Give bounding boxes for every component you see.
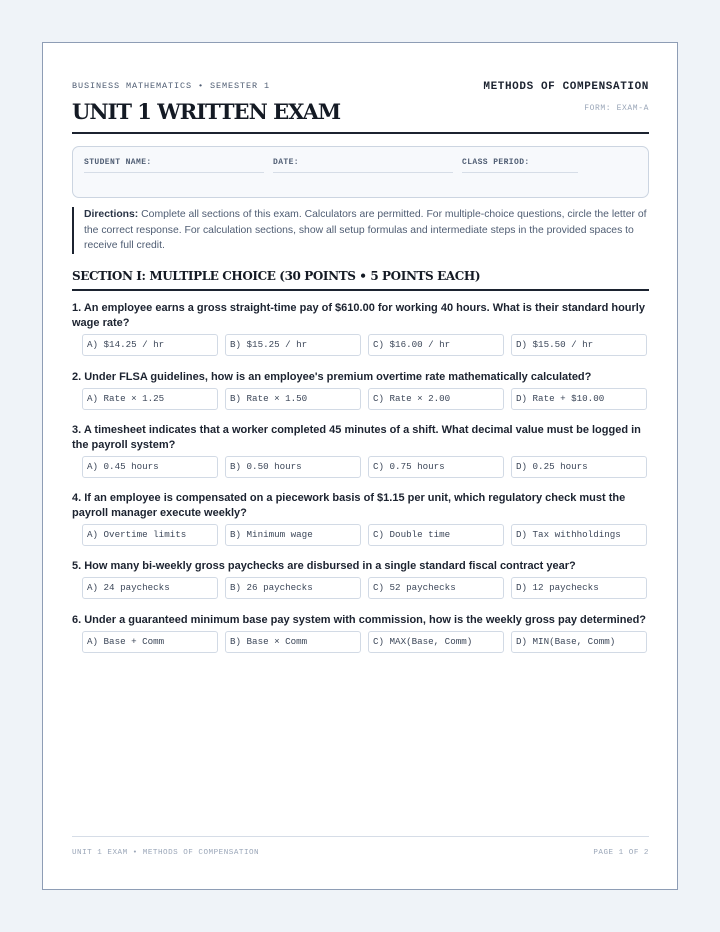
option-b[interactable]: B) Rate × 1.50: [225, 388, 361, 410]
option-b[interactable]: B) Base × Comm: [225, 631, 361, 653]
date-field: [273, 158, 299, 167]
option-a[interactable]: A) Base + Comm: [82, 631, 218, 653]
class-period-field: [462, 158, 530, 167]
question-1: [72, 301, 649, 350]
option-a[interactable]: A) 0.45 hours: [82, 456, 218, 478]
directions-lead: Directions:: [84, 209, 139, 220]
question-4: [72, 491, 649, 540]
question-text: 4. If an employee is compensated on a piecework basis of $1.15 per unit, which regulatory check must the payroll manager execute weekly?: [72, 492, 626, 519]
option-c[interactable]: C) 52 paychecks: [368, 577, 504, 599]
course-kicker: BUSINESS MATHEMATICS • SEMESTER 1: [72, 81, 271, 91]
directions-block: [72, 207, 649, 254]
question-text: 1. An employee earns a gross straight-time pay of $610.00 for working 40 hours. What is their standard hourly wage rate?: [72, 302, 645, 329]
option-a[interactable]: A) 24 paychecks: [82, 577, 218, 599]
section-title: SECTION I: MULTIPLE CHOICE (30 POINTS • 5 POINTS EACH): [72, 269, 481, 283]
options-row: [82, 334, 649, 356]
question-text: 3. A timesheet indicates that a worker completed 45 minutes of a shift. What decimal value must be logged in the payroll system?: [72, 424, 641, 451]
option-c[interactable]: C) MAX(Base, Comm): [368, 631, 504, 653]
question-text: 5. How many bi-weekly gross paychecks are disbursed in a single standard fiscal contract year?: [72, 560, 576, 572]
exam-title: UNIT 1 WRITTEN EXAM: [72, 99, 341, 124]
option-b[interactable]: B) 0.50 hours: [225, 456, 361, 478]
footer-rule: [72, 836, 649, 837]
option-d[interactable]: D) MIN(Base, Comm): [511, 631, 647, 653]
student-name-line[interactable]: [84, 172, 264, 173]
question-6: [72, 613, 649, 647]
student-info-box: [72, 146, 649, 198]
page-number: PAGE 1 OF 2: [593, 849, 649, 857]
student-name-field: [84, 158, 152, 167]
options-row: [82, 524, 649, 546]
exam-page: [42, 42, 678, 890]
option-d[interactable]: D) Tax withholdings: [511, 524, 647, 546]
option-d[interactable]: D) $15.50 / hr: [511, 334, 647, 356]
question-2: [72, 370, 649, 404]
option-d[interactable]: D) Rate + $10.00: [511, 388, 647, 410]
student-name-label: STUDENT NAME:: [84, 158, 152, 167]
class-period-line[interactable]: [462, 172, 578, 173]
directions-text: Complete all sections of this exam. Calculators are permitted. For multiple-choice questions, circle the letter of the correct response. For calculation sections, show all setup formulas and intermediate steps in the provided spaces to receive full credit.: [84, 209, 647, 251]
option-c[interactable]: C) $16.00 / hr: [368, 334, 504, 356]
class-period-label: CLASS PERIOD:: [462, 158, 530, 167]
option-b[interactable]: B) 26 paychecks: [225, 577, 361, 599]
options-row: [82, 456, 649, 478]
date-line[interactable]: [273, 172, 453, 173]
option-a[interactable]: A) $14.25 / hr: [82, 334, 218, 356]
form-code: FORM: EXAM-A: [584, 104, 649, 113]
section-rule: [72, 289, 649, 291]
options-row: [82, 388, 649, 410]
options-row: [82, 577, 649, 599]
option-a[interactable]: A) Rate × 1.25: [82, 388, 218, 410]
date-label: DATE:: [273, 158, 300, 167]
header-rule: [72, 132, 649, 134]
option-a[interactable]: A) Overtime limits: [82, 524, 218, 546]
question-text: 6. Under a guaranteed minimum base pay system with commission, how is the weekly gross pay determined?: [72, 614, 647, 626]
option-c[interactable]: C) 0.75 hours: [368, 456, 504, 478]
option-d[interactable]: D) 12 paychecks: [511, 577, 647, 599]
question-3: [72, 423, 649, 472]
option-c[interactable]: C) Rate × 2.00: [368, 388, 504, 410]
option-b[interactable]: B) Minimum wage: [225, 524, 361, 546]
question-5: [72, 559, 649, 593]
footer-title: UNIT 1 EXAM • METHODS OF COMPENSATION: [72, 849, 260, 857]
option-c[interactable]: C) Double time: [368, 524, 504, 546]
exam-subject: METHODS OF COMPENSATION: [483, 81, 649, 93]
option-d[interactable]: D) 0.25 hours: [511, 456, 647, 478]
option-b[interactable]: B) $15.25 / hr: [225, 334, 361, 356]
options-row: [82, 631, 649, 653]
question-text: 2. Under FLSA guidelines, how is an employee's premium overtime rate mathematically calculated?: [72, 371, 592, 383]
